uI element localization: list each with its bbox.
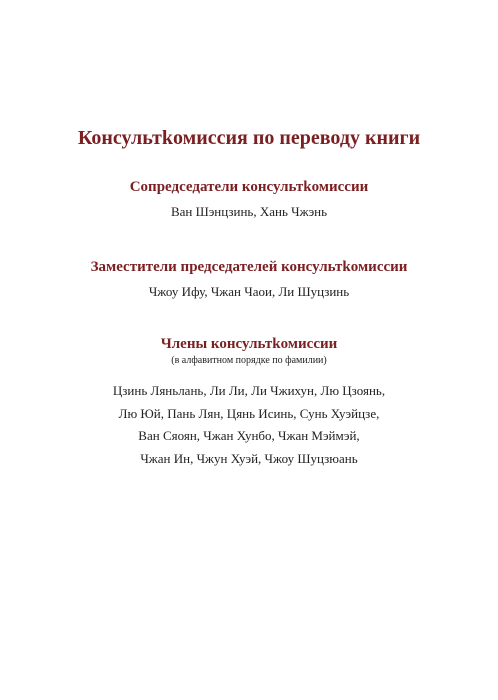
members-section <box>0 334 498 470</box>
deputies-section <box>0 257 498 301</box>
members-order-note: (в алфавитном порядке по фамилии) <box>171 355 327 366</box>
members-list <box>0 380 498 470</box>
deputies-heading: Заместители председателей консультkомиссии <box>90 259 408 275</box>
cochairs-section <box>0 177 498 221</box>
cochairs-names: Ван Шэнцзинь, Хань Чжэнь <box>170 204 328 219</box>
members-line: Чжан Ин, Чжун Хуэй, Чжоу Шуцзюань <box>140 450 358 466</box>
members-line: Цзинь Ляньлань, Ли Ли, Ли Чжихун, Лю Цзоянь, <box>112 383 386 398</box>
deputies-names: Чжоу Ифу, Чжан Чаои, Ли Шуцзинь <box>148 284 350 299</box>
members-line: Ван Сяоян, Чжан Хунбо, Чжан Мэймэй, <box>138 428 360 443</box>
members-heading: Члены консультkомиссии <box>160 336 338 352</box>
page-title: Консультkомиссия по переводу книги <box>77 127 421 149</box>
cochairs-heading: Сопредседатели консультkомиссии <box>129 179 369 195</box>
members-line: Лю Юй, Пань Лян, Цянь Исинь, Сунь Хуэйцзе, <box>118 405 380 421</box>
